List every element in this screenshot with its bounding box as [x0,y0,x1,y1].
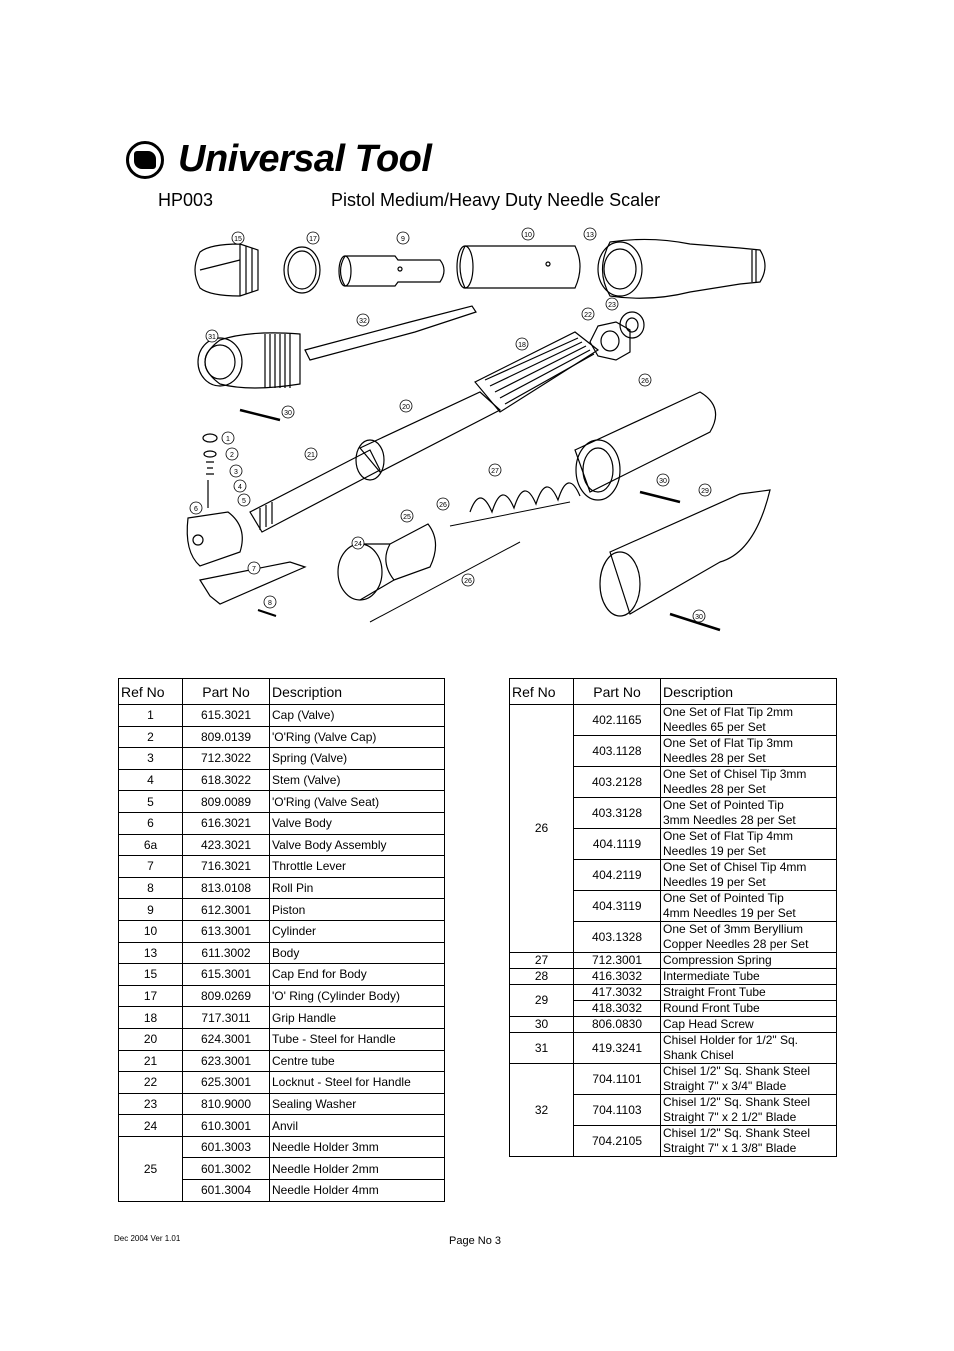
ref-no-cell: 20 [119,1028,183,1050]
ref-no-cell: 32 [510,1064,574,1157]
callout-number: 26 [641,378,649,385]
description-line: Copper Needles 28 per Set [663,937,809,951]
ref-no-cell: 7 [119,856,183,878]
table-row [119,769,445,791]
part-no-cell: 613.3001 [183,920,270,942]
description-cell: Needle Holder 3mm [270,1136,445,1158]
ref-no-cell: 18 [119,1007,183,1029]
ref-no-cell: 24 [119,1115,183,1137]
part-no-cell: 615.3021 [183,705,270,727]
callout-number: 22 [584,312,592,319]
table-row [119,920,445,942]
ref-no-cell: 9 [119,899,183,921]
description-cell: Straight Front Tube [661,985,837,1001]
callout-number: 30 [284,410,292,417]
description-cell: Needle Holder 4mm [270,1180,445,1202]
description-cell [661,1064,837,1095]
description-line: 3mm Needles 28 per Set [663,813,796,827]
part-no-cell: 616.3021 [183,812,270,834]
table-row [119,1007,445,1029]
callout-number: 1 [226,436,230,443]
description-line: Chisel Holder for 1/2" Sq. [663,1033,798,1047]
description-cell [661,1126,837,1157]
table-row [510,1017,837,1033]
part-no-cell: 403.1328 [574,922,661,953]
table-row [510,705,837,736]
exploded-parts-drawing [180,222,780,647]
part-no-cell: 618.3022 [183,769,270,791]
table-row [119,964,445,986]
part-no-cell: 402.1165 [574,705,661,736]
table-row [119,877,445,899]
description-cell: Centre tube [270,1050,445,1072]
description-cell: Stem (Valve) [270,769,445,791]
description-cell: Piston [270,899,445,921]
part-no-cell: 712.3001 [574,953,661,969]
description-cell: Round Front Tube [661,1001,837,1017]
description-line: Needles 19 per Set [663,844,766,858]
description-cell [661,798,837,829]
description-cell: 'O'Ring (Valve Seat) [270,791,445,813]
description-cell: Throttle Lever [270,856,445,878]
callout-number: 24 [354,541,362,548]
callout-number: 2 [230,452,234,459]
ref-no-cell: 30 [510,1017,574,1033]
description-cell [661,860,837,891]
description-line: One Set of 3mm Beryllium [663,922,804,936]
table-row [119,1050,445,1072]
table-row [119,1028,445,1050]
table-row [119,985,445,1007]
callout-number: 30 [659,478,667,485]
callout-number: 29 [701,488,709,495]
table-row [119,726,445,748]
header-ref-no: Ref No [119,679,183,705]
part-no-cell: 809.0139 [183,726,270,748]
ref-no-cell: 6 [119,812,183,834]
callout-number: 9 [401,236,405,243]
description-cell: Tube - Steel for Handle [270,1028,445,1050]
ref-no-cell: 27 [510,953,574,969]
description-line: Straight 7" x 1 3/8" Blade [663,1141,797,1155]
description-cell: Cap (Valve) [270,705,445,727]
description-cell [661,922,837,953]
table-row [510,953,837,969]
page-number: Page No 3 [449,1235,501,1247]
part-no-cell: 601.3003 [183,1136,270,1158]
part-no-cell: 403.3128 [574,798,661,829]
callout-number: 6 [194,506,198,513]
callout-number: 5 [242,498,246,505]
ref-no-cell: 13 [119,942,183,964]
callout-number: 10 [524,232,532,239]
callout-number: 20 [402,404,410,411]
part-no-cell: 615.3001 [183,964,270,986]
description-cell: Anvil [270,1115,445,1137]
callout-number: 17 [309,236,317,243]
header-description: Description [661,679,837,705]
callout-number: 15 [234,236,242,243]
callout-number: 27 [491,468,499,475]
ref-no-cell: 1 [119,705,183,727]
part-no-cell: 404.1119 [574,829,661,860]
description-cell: Compression Spring [661,953,837,969]
part-no-cell: 704.1103 [574,1095,661,1126]
table-row [119,791,445,813]
description-line: One Set of Pointed Tip [663,891,784,905]
ref-no-cell: 26 [510,705,574,953]
callout-number: 32 [359,318,367,325]
table-row [119,812,445,834]
table-row [119,942,445,964]
part-no-cell: 601.3004 [183,1180,270,1202]
header-ref-no: Ref No [510,679,574,705]
table-row [510,1064,837,1095]
description-line: Needles 19 per Set [663,875,766,889]
ref-no-cell: 15 [119,964,183,986]
description-cell: Needle Holder 2mm [270,1158,445,1180]
ref-no-cell: 10 [119,920,183,942]
description-cell: Cylinder [270,920,445,942]
description-line: Needles 28 per Set [663,782,766,796]
table-row [119,1115,445,1137]
description-cell [661,736,837,767]
part-no-cell: 612.3001 [183,899,270,921]
callout-number: 3 [234,469,238,476]
table-row [119,899,445,921]
ref-no-cell: 6a [119,834,183,856]
part-no-cell: 610.3001 [183,1115,270,1137]
description-cell [661,1033,837,1064]
description-cell [661,705,837,736]
header-part-no: Part No [183,679,270,705]
table-row [119,705,445,727]
part-no-cell: 416.3032 [574,969,661,985]
table-row [119,1093,445,1115]
part-no-cell: 403.1128 [574,736,661,767]
part-no-cell: 404.2119 [574,860,661,891]
table-row [119,856,445,878]
description-cell [661,829,837,860]
description-cell: Roll Pin [270,877,445,899]
callout-number: 8 [268,600,272,607]
description-line: Straight 7" x 3/4" Blade [663,1079,787,1093]
part-no-cell: 806.0830 [574,1017,661,1033]
table-row [119,834,445,856]
ref-no-cell: 3 [119,748,183,770]
ref-no-cell: 4 [119,769,183,791]
table-row [119,1136,445,1158]
description-cell: Intermediate Tube [661,969,837,985]
description-line: One Set of Flat Tip 3mm [663,736,794,750]
part-no-cell: 712.3022 [183,748,270,770]
description-line: One Set of Chisel Tip 4mm [663,860,807,874]
callout-number: 30 [695,614,703,621]
header-part-no: Part No [574,679,661,705]
parts-table-left [118,678,445,1202]
header-description: Description [270,679,445,705]
description-cell [661,1095,837,1126]
version-footer: Dec 2004 Ver 1.01 [114,1234,181,1243]
part-no-cell: 419.3241 [574,1033,661,1064]
description-line: Straight 7" x 2 1/2" Blade [663,1110,797,1124]
description-line: Needles 65 per Set [663,720,766,734]
part-no-cell: 403.2128 [574,767,661,798]
part-no-cell: 717.3011 [183,1007,270,1029]
ref-no-cell: 23 [119,1093,183,1115]
part-no-cell: 704.2105 [574,1126,661,1157]
callout-number: 31 [208,334,216,341]
callout-number: 4 [238,484,242,491]
part-no-cell: 704.1101 [574,1064,661,1095]
document-title: Pistol Medium/Heavy Duty Needle Scaler [331,190,661,210]
ref-no-cell: 28 [510,969,574,985]
universal-tool-logo-icon [126,141,164,179]
ref-no-cell: 2 [119,726,183,748]
description-line: Chisel 1/2" Sq. Shank Steel [663,1095,811,1109]
part-no-cell: 716.3021 [183,856,270,878]
callout-number: 21 [307,452,315,459]
description-line: Chisel 1/2" Sq. Shank Steel [663,1064,811,1078]
callout-number: 25 [403,514,411,521]
callout-number: 23 [608,302,616,309]
part-no-cell: 404.3119 [574,891,661,922]
description-line: Needles 28 per Set [663,751,766,765]
part-no-cell: 417.3032 [574,985,661,1001]
callout-number: 26 [464,578,472,585]
ref-no-cell: 22 [119,1072,183,1094]
part-no-cell: 423.3021 [183,834,270,856]
table-row [510,1033,837,1064]
description-cell: Valve Body Assembly [270,834,445,856]
description-cell: 'O' Ring (Cylinder Body) [270,985,445,1007]
callout-number: 18 [518,342,526,349]
description-cell [661,767,837,798]
callout-number: 13 [586,232,594,239]
table-row [119,748,445,770]
description-line: One Set of Chisel Tip 3mm [663,767,807,781]
description-line: One Set of Flat Tip 2mm [663,705,794,719]
ref-no-cell: 25 [119,1136,183,1201]
part-no-cell: 810.9000 [183,1093,270,1115]
table-row [510,969,837,985]
description-cell [661,891,837,922]
model-number: HP003 [158,190,214,210]
description-cell: Sealing Washer [270,1093,445,1115]
ref-no-cell: 8 [119,877,183,899]
description-cell: Valve Body [270,812,445,834]
brand-name: Universal Tool [178,138,432,180]
description-line: Chisel 1/2" Sq. Shank Steel [663,1126,811,1140]
description-cell: Cap End for Body [270,964,445,986]
ref-no-cell: 29 [510,985,574,1017]
description-line: Shank Chisel [663,1048,734,1062]
description-cell: Locknut - Steel for Handle [270,1072,445,1094]
table-row [119,1072,445,1094]
description-cell: 'O'Ring (Valve Cap) [270,726,445,748]
part-no-cell: 418.3032 [574,1001,661,1017]
part-no-cell: 623.3001 [183,1050,270,1072]
callout-number: 26 [439,502,447,509]
ref-no-cell: 21 [119,1050,183,1072]
description-line: One Set of Flat Tip 4mm [663,829,794,843]
description-cell: Grip Handle [270,1007,445,1029]
callout-number: 7 [252,566,256,573]
part-no-cell: 813.0108 [183,877,270,899]
ref-no-cell: 5 [119,791,183,813]
ref-no-cell: 31 [510,1033,574,1064]
part-no-cell: 601.3002 [183,1158,270,1180]
description-cell: Body [270,942,445,964]
part-no-cell: 809.0089 [183,791,270,813]
brand-header [126,138,431,181]
ref-no-cell: 17 [119,985,183,1007]
part-no-cell: 624.3001 [183,1028,270,1050]
description-line: One Set of Pointed Tip [663,798,784,812]
part-no-cell: 611.3002 [183,942,270,964]
description-cell: Cap Head Screw [661,1017,837,1033]
table-row [510,985,837,1001]
description-cell: Spring (Valve) [270,748,445,770]
description-line: 4mm Needles 19 per Set [663,906,796,920]
parts-table-right [509,678,837,1157]
part-no-cell: 625.3001 [183,1072,270,1094]
part-no-cell: 809.0269 [183,985,270,1007]
